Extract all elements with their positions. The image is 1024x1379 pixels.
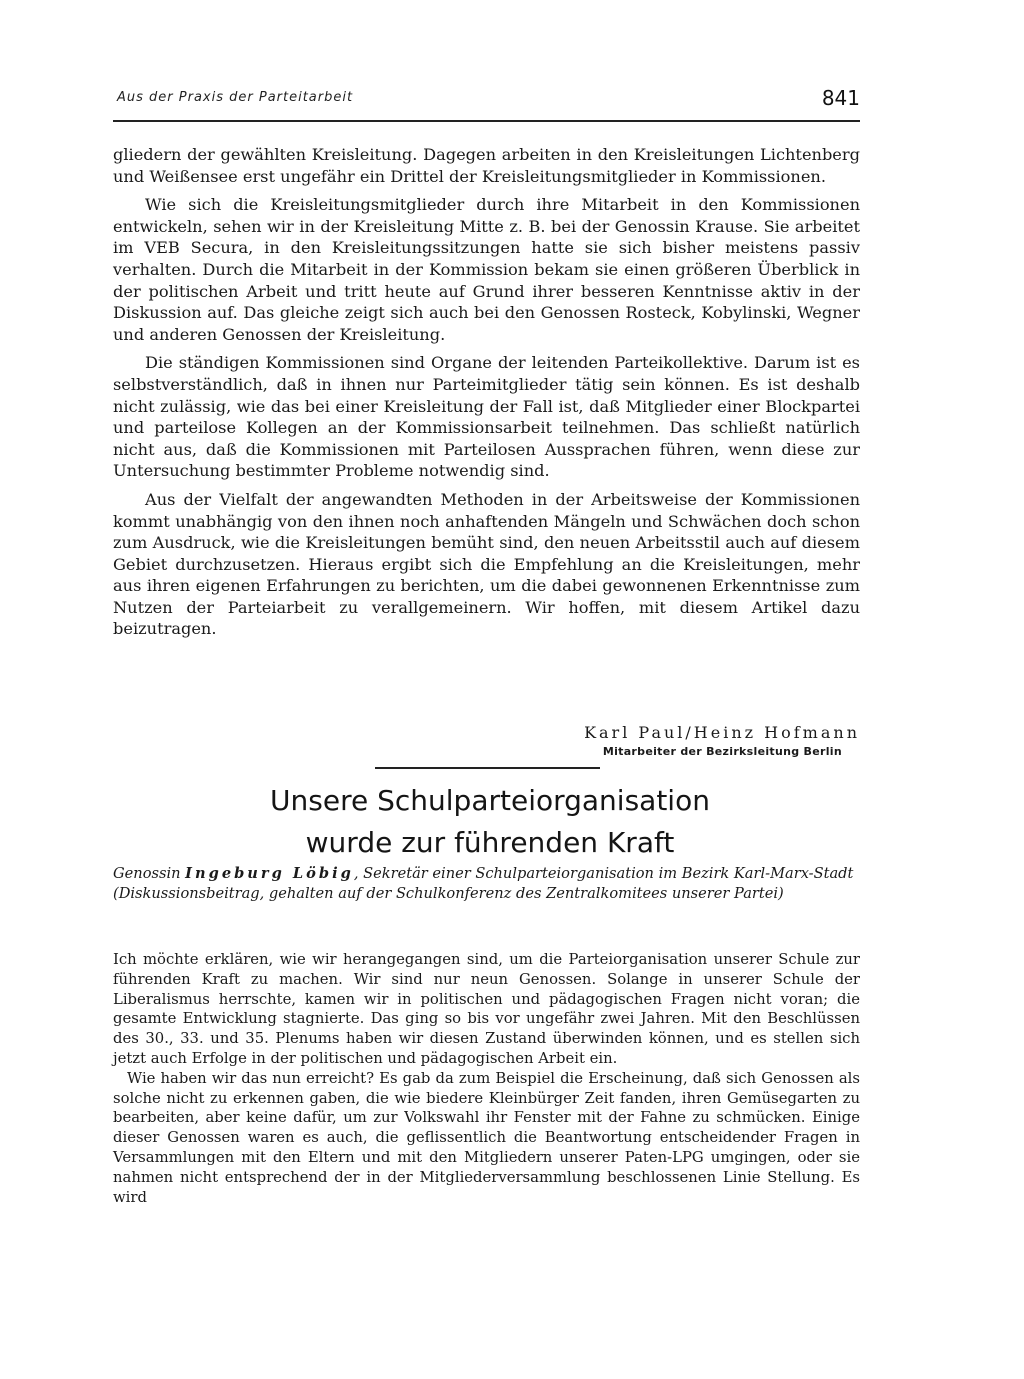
byline [113, 864, 860, 903]
byline-note: (Diskussionsbeitrag, gehalten auf der Schulkonferenz des Zentralkomitees unserer Partei) [113, 884, 784, 902]
paragraph: Wie sich die Kreisleitungsmitglieder durch ihre Mitarbeit in den Kommissionen entwickeln, sehen wir in der Kreisleitung Mitte z. B. bei der Genossin Krause. Sie arbeitet im VEB Secura, in den Kreisleitungssitzungen hatte sie sich bisher meistens passiv verhalten. Durch die Mitarbeit in der Kommission bekam sie einen größeren Überblick in der politischen Arbeit und tritt heute auf Grund ihrer besseren Kenntnisse aktiv in der Diskussion auf. Das gleiche zeigt sich auch bei den Genossen Rosteck, Kobylinski, Wegner und anderen Genossen der Kreisleitung. [113, 195, 860, 344]
running-header [113, 88, 860, 122]
author-signature [113, 722, 860, 760]
running-title: Aus der Praxis der Parteitarbeit [117, 90, 354, 105]
paragraph: gliedern der gewählten Kreisleitung. Dagegen arbeiten in den Kreisleitungen Lichtenberg und Weißensee erst ungefähr ein Drittel der Kreisleitungsmitglieder in Kommissionen. [113, 145, 860, 186]
title-line: wurde zur führenden Kraft [305, 826, 675, 859]
title-line: Unsere Schulparteiorganisation [270, 784, 710, 817]
byline-rest: , Sekretär einer Schulparteiorganisation im Bezirk Karl-Marx-Stadt [353, 865, 854, 882]
byline-text [113, 864, 860, 884]
byline-author: Ingeburg Löbig [185, 865, 354, 882]
page-number: 841 [821, 86, 860, 110]
paragraph: Aus der Vielfalt der angewandten Methoden in der Arbeitsweise der Kommissionen kommt unabhängig von den ihnen noch anhaftenden Mängeln und Schwächen doch schon zum Ausdruck, wie die Kreisleitungen bemüht sind, den neuen Arbeitsstil auch auf diesem Gebiet durchzusetzen. Hieraus ergibt sich die Empfehlung an die Kreisleitungen, mehr aus ihren eigenen Erfahrungen zu berichten, um die dabei gewonnenen Erkenntnisse zum Nutzen der Parteiarbeit zu verallgemeinern. Wir hoffen, mit diesem Artikel dazu beizutragen. [113, 489, 860, 639]
byline-prefix: Genossin [113, 865, 186, 882]
article-body [113, 950, 860, 1207]
article-title [200, 780, 780, 864]
paragraph: Wie haben wir das nun erreicht? Es gab da zum Beispiel die Erscheinung, daß sich Genossen als solche nicht zu erkennen gaben, die wie biedere Kleinbürger Zeit fanden, ihren Gemüsegarten zu bearbeiten, aber keine dafür, um zur Volkswahl ihr Fenster mit der Fahne zu schmücken. Einige dieser Genossen waren es auch, die geflissentlich die Beantwortung entscheidender Fragen in Versammlungen mit den Eltern und mit den Mitgliedern unserer Paten-LPG umgingen, oder sie nahmen nicht entsprechend der in der Mitgliederversammlung beschlossenen Linie Stellung. Es wird [113, 1069, 860, 1206]
paragraph: Die ständigen Kommissionen sind Organe der leitenden Parteikollektive. Darum ist es selbstverständlich, daß in ihnen nur Parteimitglieder tätig sein können. Es ist deshalb nicht zulässig, wie das bei einer Kreisleitung der Fall ist, daß Mitglieder einer Blockpartei und parteilose Kollegen an der Kommissionsarbeit teilnehmen. Das schließt natürlich nicht aus, daß die Kommissionen mit Parteilosen Aussprachen führen, wenn diese zur Untersuchung bestimmter Probleme notwendig sind. [113, 353, 860, 481]
article-body [113, 144, 860, 647]
paragraph: Ich möchte erklären, wie wir herangegangen sind, um die Parteiorganisation unserer Schule zur führenden Kraft zu machen. Wir sind nur neun Genossen. Solange in unserer Schule der Liberalismus herrschte, kamen wir in politischen und pädagogischen Fragen nicht voran; die gesamte Entwicklung stagnierte. Das ging so bis vor ungefähr zwei Jahren. Mit den Beschlüssen des 30., 33. und 35. Plenums haben wir diesen Zustand überwinden können, und es stellen sich jetzt auch Erfolge in der politischen und pädagogischen Arbeit ein. [113, 951, 860, 1067]
section-divider [375, 767, 600, 769]
author-names: Karl Paul/Heinz Hofmann [584, 723, 860, 742]
author-role: Mitarbeiter der Bezirksleitung Berlin [602, 745, 842, 758]
